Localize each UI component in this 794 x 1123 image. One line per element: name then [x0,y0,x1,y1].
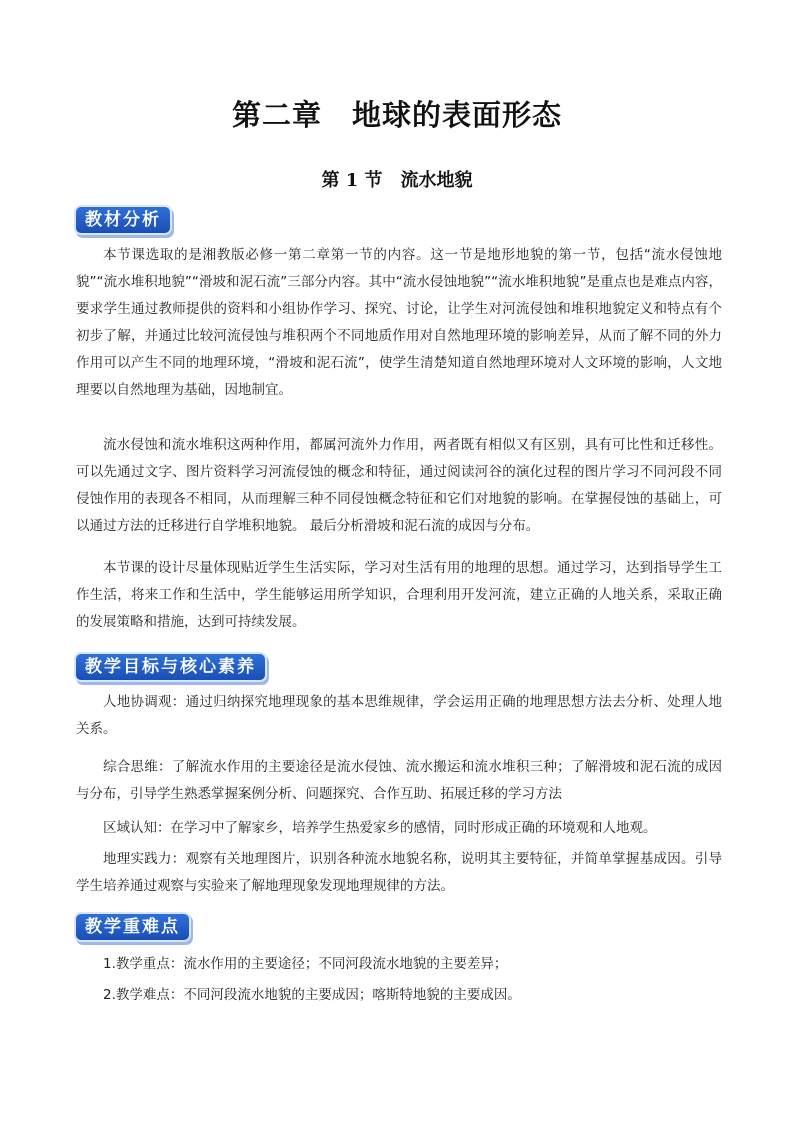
objective-regional-cognition: 区域认知：在学习中了解家乡，培养学生热爱家乡的感情，同时形成正确的环境观和人地观。 [103,820,657,836]
analysis-paragraph-3: 本节课的设计尽量体现贴近学生生活实际，学习对生活有用的地理的思想。通过学习，达到指导学生工作生活，将来工作和生活中，学生能够运用所学知识，合理利用开发河流，建立正确的人地关系，采取正确的发展策略和措施，达到可持续发展。 [76,560,722,630]
heading-objectives-core-literacy: 教学目标与核心素养 [76,654,265,680]
objective-human-land-coordination: 人地协调观：通过归纳探究地理现象的基本思维规律，学会运用正确的地理思想方法去分析、处理人地关系。 [76,694,722,737]
chapter-title: 第二章 地球的表面形态 [231,98,562,132]
analysis-paragraph-1: 本节课选取的是湘教版必修一第二章第一节的内容。这一节是地形地貌的第一节，包括“流水侵蚀地貌”“流水堆积地貌”“滑坡和泥石流”三部分内容。其中“流水侵蚀地貌”“流水堆积地貌”是重点也是难点内容，要求学生通过教师提供的资料和小组协作学习、探究、讨论，让学生对河流侵蚀和堆积地貌定义和特点有个初步了解，并通过比较河流侵蚀与堆积两个不同地质作用对自然地理环境的影响差异，从而了解不同的外力作用可以产生不同的地理环境，“滑坡和泥石流”，使学生清楚知道自然地理环境对人文环境的影响，人文地理要以自然地理为基础，因地制宜。 [76,247,722,398]
key-point-difficulty: 2.教学难点：不同河段流水地貌的主要成因；喀斯特地貌的主要成因。 [103,987,521,1003]
heading-key-difficult-points: 教学重难点 [76,914,189,940]
analysis-paragraph-2: 流水侵蚀和流水堆积这两种作用，都属河流外力作用，两者既有相似又有区别，具有可比性和迁移性。可以先通过文字、图片资料学习河流侵蚀的概念和特征，通过阅读河谷的演化过程的图片学习不同河段不同侵蚀作用的表现各不相同，从而理解三种不同侵蚀概念特征和它们对地貌的影响。在掌握侵蚀的基础上，可以通过方法的迁移进行自学堆积地貌。 最后分析滑坡和泥石流的成因与分布。 [76,437,722,534]
objective-geographic-practice: 地理实践力：观察有关地理图片，识别各种流水地貌名称，说明其主要特征，并简单掌握基成因。引导学生培养通过观察与实验来了解地理现象发现地理规律的方法。 [76,851,722,894]
key-point-focus: 1.教学重点：流水作用的主要途径；不同河段流水地貌的主要差异； [103,956,508,972]
heading-teaching-material-analysis: 教材分析 [76,207,170,233]
section-title: 第 1 节 流水地貌 [321,170,473,191]
objective-comprehensive-thinking: 综合思维：了解流水作用的主要途径是流水侵蚀、流水搬运和流水堆积三种；了解滑坡和泥石流的成因与分布，引导学生熟悉掌握案例分析、问题探究、合作互助、拓展迁移的学习方法 [76,759,722,802]
